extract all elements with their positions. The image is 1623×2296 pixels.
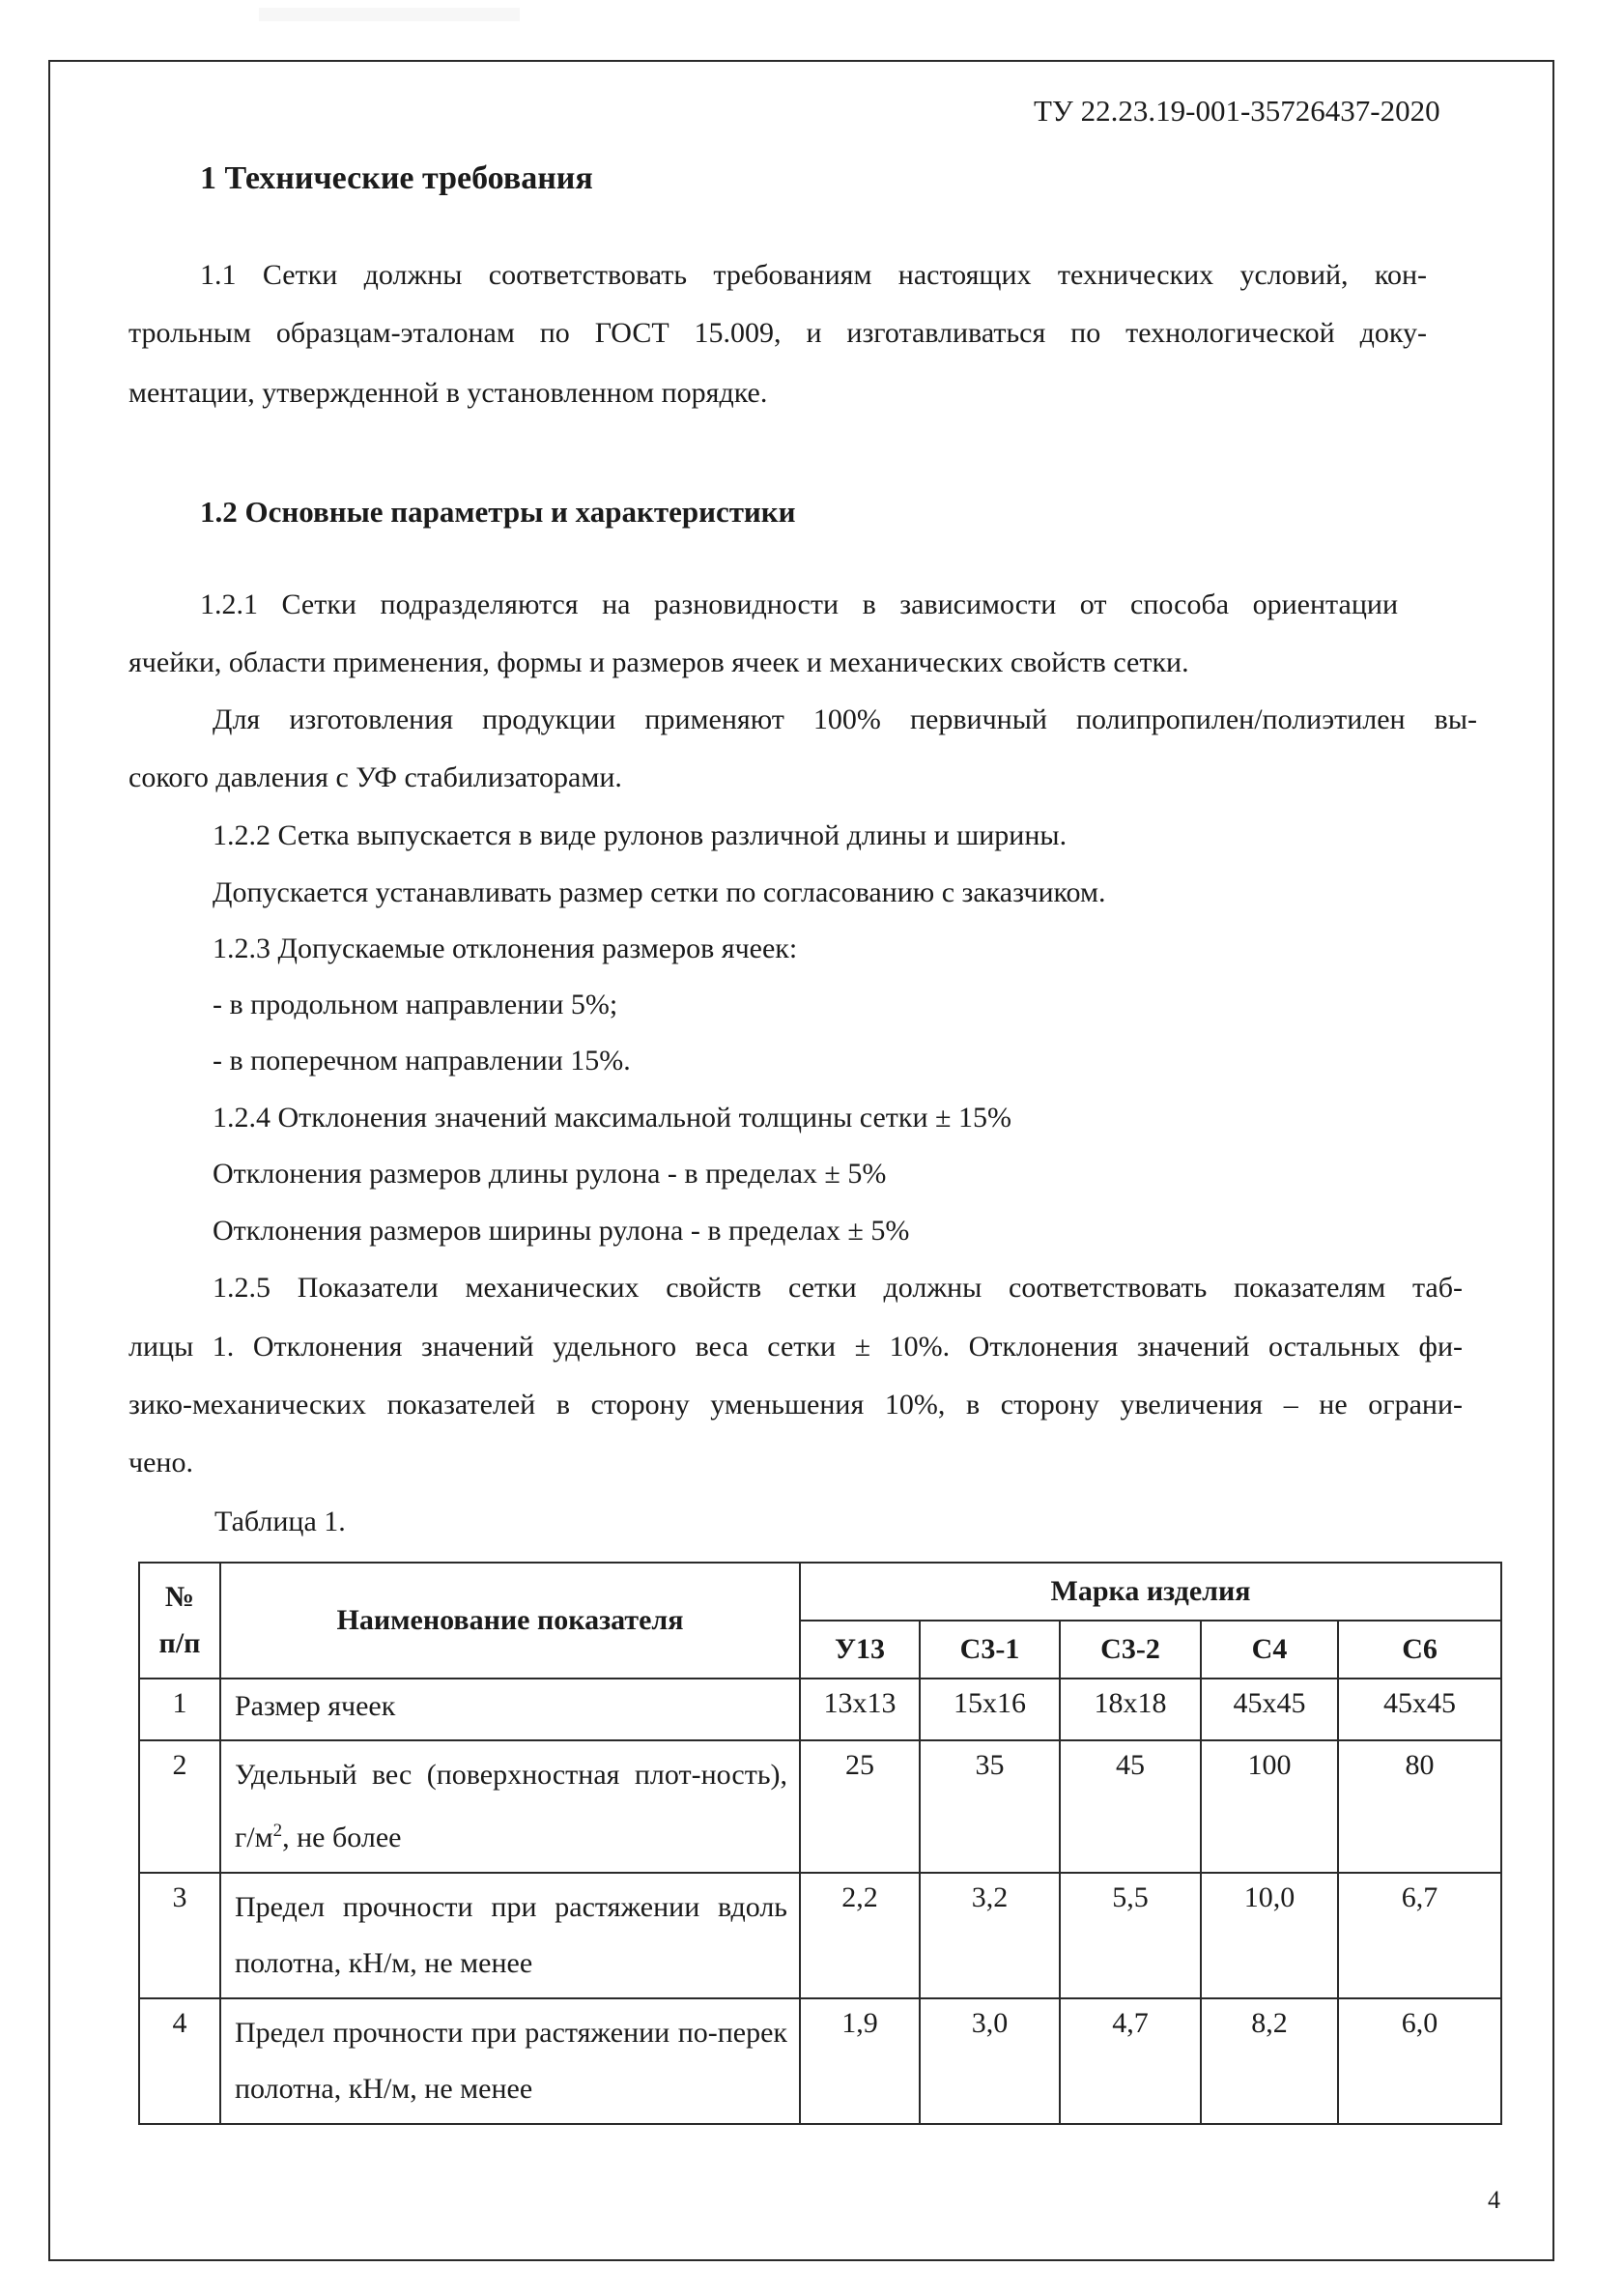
mark-s4: С4 (1201, 1621, 1338, 1679)
paragraph-1-2-4-line: Отклонения размеров длины рулона - в пределах ± 5% (213, 1158, 887, 1190)
paragraph-1-2-4-line: Отклонения размеров ширины рулона - в пределах ± 5% (213, 1215, 910, 1247)
section-title-parameters: 1.2 Основные параметры и характеристики (200, 495, 796, 529)
cell-value: 6,7 (1338, 1873, 1501, 1998)
cell-value: 35 (920, 1740, 1060, 1873)
paragraph-material-line: Для изготовления продукции применяют 100% первичный полипропилен/полиэтилен вы- (213, 703, 1477, 735)
cell-value: 45х45 (1201, 1679, 1338, 1740)
mark-s3-1: С3-1 (920, 1621, 1060, 1679)
header-number-bottom: п/п (158, 1627, 201, 1659)
mark-s3-2: С3-2 (1060, 1621, 1201, 1679)
cell-value: 25 (800, 1740, 920, 1873)
cell-value: 5,5 (1060, 1873, 1201, 1998)
cell-value: 3,0 (920, 1998, 1060, 2124)
table-row (139, 1873, 1501, 1998)
cell-value: 2,2 (800, 1873, 920, 1998)
paragraph-1-2-5-line: лицы 1. Отклонения значений удельного веса сетки ± 10%. Отклонения значений остальных фи- (128, 1331, 1463, 1363)
table-caption: Таблица 1. (214, 1506, 346, 1537)
paragraph-1-2-1-line: 1.2.1 Сетки подразделяются на разновидности в зависимости от способа ориентации (200, 588, 1398, 620)
paragraph-1-2-5-line: чено. (128, 1447, 193, 1478)
cell-value: 15х16 (920, 1679, 1060, 1740)
paragraph-1-2-5-line: зико-механических показателей в сторону уменьшения 10%, в сторону увеличения – не ограни- (128, 1389, 1463, 1421)
cell-value: 10,0 (1201, 1873, 1338, 1998)
table-row (139, 1740, 1501, 1873)
cell-value: 45х45 (1338, 1679, 1501, 1740)
table-row (139, 1998, 1501, 2124)
cell-value: 80 (1338, 1740, 1501, 1873)
paragraph-1-1-line: ментации, утвержденной в установленном порядке. (128, 377, 768, 409)
row-name-main: Удельный вес (поверхностная плот-ность), г/м (235, 1759, 787, 1853)
table-header-row (139, 1563, 1501, 1621)
table-row (139, 1679, 1501, 1740)
row-name: Предел прочности при растяжении вдоль полотна, кН/м, не менее (220, 1873, 800, 1998)
header-number (139, 1563, 220, 1679)
paragraph-1-2-4-line: 1.2.4 Отклонения значений максимальной толщины сетки ± 15% (213, 1102, 1011, 1134)
document-code: ТУ 22.23.19-001-35726437-2020 (1034, 94, 1440, 128)
row-number: 3 (139, 1873, 220, 1998)
mark-s6: С6 (1338, 1621, 1501, 1679)
paragraph-1-2-2-line: 1.2.2 Сетка выпускается в виде рулонов различной длины и ширины. (213, 819, 1068, 851)
row-number: 2 (139, 1740, 220, 1873)
scan-artifact (259, 8, 520, 21)
properties-table (138, 1562, 1502, 2125)
paragraph-1-1-line: 1.1 Сетки должны соответствовать требованиям настоящих технических условий, кон- (200, 259, 1427, 291)
row-number: 4 (139, 1998, 220, 2124)
paragraph-1-2-3-line: 1.2.3 Допускаемые отклонения размеров ячеек: (213, 933, 798, 964)
cell-value: 100 (1201, 1740, 1338, 1873)
cell-value: 4,7 (1060, 1998, 1201, 2124)
paragraph-1-2-5-line: 1.2.5 Показатели механических свойств сетки должны соответствовать показателям таб- (213, 1272, 1463, 1304)
section-title-requirements: 1 Технические требования (200, 160, 593, 196)
paragraph-1-2-1-line: ячейки, области применения, формы и размеров ячеек и механических свойств сетки. (128, 646, 1189, 678)
paragraph-1-2-3-line: - в продольном направлении 5%; (213, 989, 618, 1020)
cell-value: 6,0 (1338, 1998, 1501, 2124)
page-number: 4 (1488, 2186, 1500, 2214)
cell-value: 13х13 (800, 1679, 920, 1740)
cell-value: 3,2 (920, 1873, 1060, 1998)
paragraph-material-line: сокого давления с УФ стабилизаторами. (128, 761, 622, 793)
mark-u13: У13 (800, 1621, 920, 1679)
row-name (220, 1740, 800, 1873)
paragraph-1-2-2-line: Допускается устанавливать размер сетки по согласованию с заказчиком. (213, 876, 1106, 908)
cell-value: 8,2 (1201, 1998, 1338, 2124)
header-number-top: № (164, 1581, 195, 1613)
header-indicator-name: Наименование показателя (220, 1563, 800, 1679)
cell-value: 18х18 (1060, 1679, 1201, 1740)
row-name: Предел прочности при растяжении по-перек полотна, кН/м, не менее (220, 1998, 800, 2124)
row-name: Размер ячеек (220, 1679, 800, 1740)
cell-value: 45 (1060, 1740, 1201, 1873)
row-number: 1 (139, 1679, 220, 1740)
paragraph-1-2-3-line: - в поперечном направлении 15%. (213, 1045, 631, 1076)
row-name-superscript: 2 (272, 1821, 283, 1841)
cell-value: 1,9 (800, 1998, 920, 2124)
paragraph-1-1-line: трольным образцам-эталонам по ГОСТ 15.009, и изготавливаться по технологической доку- (128, 317, 1427, 349)
header-product-mark: Марка изделия (800, 1563, 1501, 1621)
row-name-tail: , не более (282, 1822, 402, 1853)
